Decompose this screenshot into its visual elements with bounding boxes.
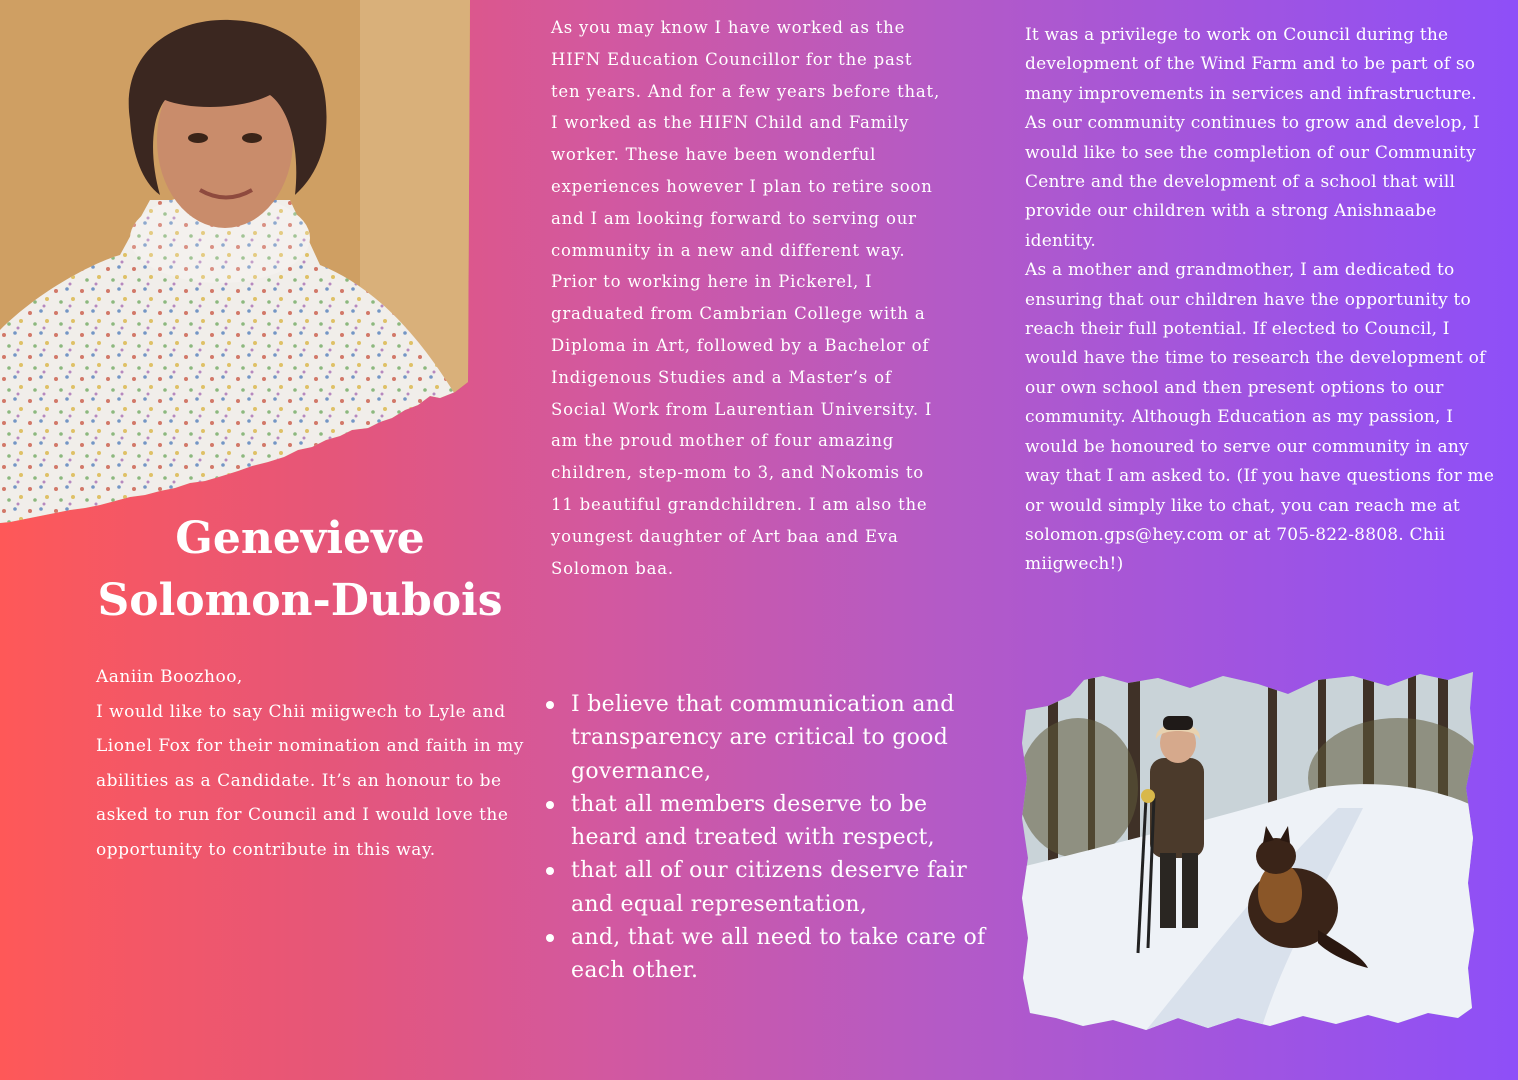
belief-item: that all members deserve to be heard and treated with respect, bbox=[546, 788, 986, 855]
belief-item: I believe that communication and transparency are critical to good governance, bbox=[546, 688, 986, 788]
candidate-name bbox=[60, 508, 540, 632]
beliefs-list bbox=[546, 688, 986, 988]
winter-walk-photo bbox=[1018, 668, 1478, 1040]
biography-text: As you may know I have worked as the HIFN Education Councillor for the past ten years. And for a few years before that, I worked as the HIFN Child and Family worker. These have been wonderful experiences however I plan to retire soon and I am looking forward to serving our community in a new and different way. Prior to working here in Pickerel, I graduated from Cambrian College with a Diploma in Art, followed by a Bachelor of Indigenous Studies and a Master’s of Social Work from Laurentian University. I am the proud mother of four amazing children, step-mom to 3, and Nokomis to 11 beautiful grandchildren. I am also the youngest daughter of Art baa and Eva Solomon baa. bbox=[551, 18, 941, 578]
candidate-first-name: Genevieve bbox=[175, 513, 425, 564]
greeting-body: I would like to say Chii miigwech to Lyle and Lionel Fox for their nomination and faith in my abilities as a Candidate. It’s an honour to be asked to run for Council and I would love the opportunity to contribute in this way. bbox=[96, 701, 524, 860]
greeting-block bbox=[96, 660, 526, 868]
greeting-salutation: Aaniin Boozhoo, bbox=[96, 667, 243, 687]
vision-paragraph-2: As a mother and grandmother, I am dedicated to ensuring that our children have the opportunity to reach their full potential. If elected to Council, I would have the time to research the development of our own school and then present options to our community. Although Education as my passion, I would be honoured to serve our community in any way that I am asked to. (If you have questions for me or would simply like to chat, you can reach me at bbox=[1025, 260, 1495, 516]
vision-block bbox=[1025, 21, 1500, 580]
belief-item: that all of our citizens deserve fair and equal representation, bbox=[546, 854, 986, 921]
candidate-last-name: Solomon-Dubois bbox=[97, 575, 503, 626]
contact-info: solomon.gps@hey.com or at 705-822-8808. Chii miigwech!) bbox=[1025, 524, 1446, 575]
vision-paragraph-1: It was a privilege to work on Council during the development of the Wind Farm and to be part of so many improvements in services and infrastructure. As our community continues to grow and develop, I would like to see the completion of our Community Centre and the development of a school that will provide our children with a strong Anishnaabe identity. bbox=[1025, 25, 1480, 251]
portrait-photo bbox=[0, 0, 470, 525]
belief-item: and, that we all need to take care of each other. bbox=[546, 921, 986, 988]
